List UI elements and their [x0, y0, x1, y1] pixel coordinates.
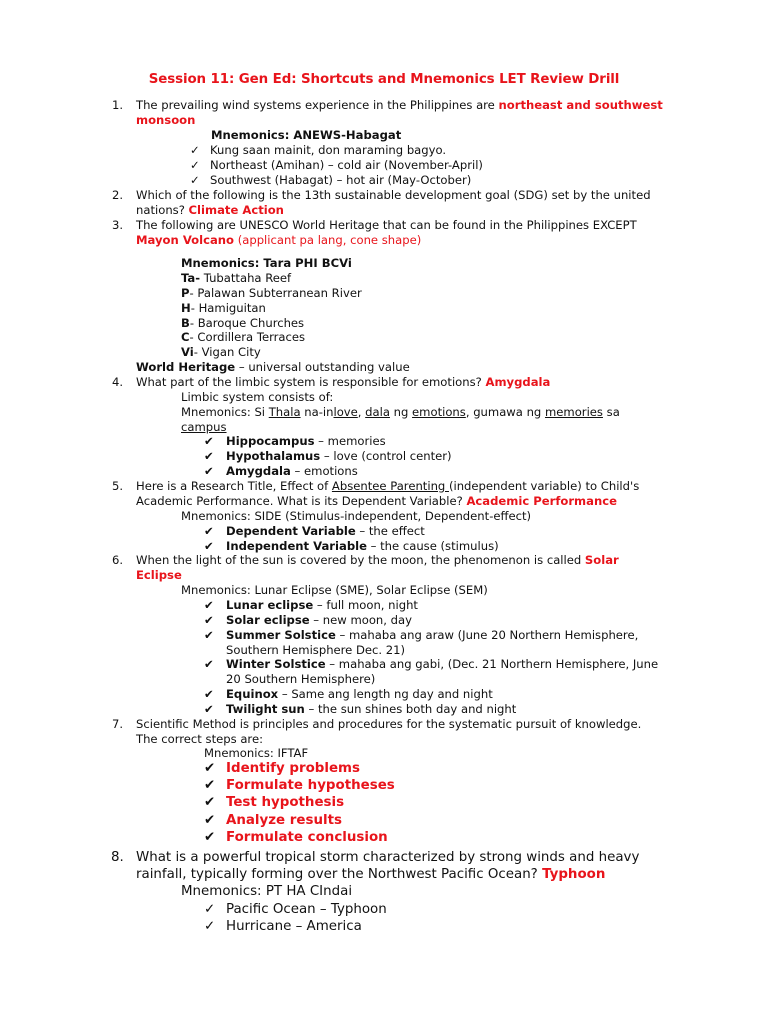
mnemonic-label: Mnemonics: PT HA CIndai: [181, 884, 353, 899]
check-item: ✓ Kung saan mainit, don maraming bagyo.: [190, 143, 447, 157]
check-item: ✓ Northeast (Amihan) – cold air (November-April): [190, 158, 483, 172]
answer: Climate Action: [188, 202, 284, 217]
question-1: [112, 98, 681, 128]
sub-text: Limbic system consists of:: [181, 390, 334, 404]
check-icon: ✔: [204, 778, 216, 793]
check-icon: ✓: [190, 173, 200, 187]
mnemonic-label: Mnemonics: Lunar Eclipse (SME), Solar Eclipse (SEM): [181, 583, 488, 597]
check-icon: ✓: [204, 919, 216, 934]
check-item: ✔ Analyze results: [204, 813, 342, 828]
question-text: The following are UNESCO World Heritage that can be found in the Philippines EXCEPT: [136, 218, 637, 232]
list-item: P- Palawan Subterranean River: [181, 286, 362, 300]
question-text: The prevailing wind systems experience in the Philippines are: [136, 98, 495, 112]
answer: Mayon Volcano: [136, 232, 235, 247]
mnemonic-label: Mnemonics: IFTAF: [204, 746, 309, 760]
question-number: 2.: [112, 188, 124, 202]
check-item: ✔ Hippocampus – memories: [204, 434, 386, 448]
check-item: ✔ Hypothalamus – love (control center): [204, 449, 452, 463]
page-title: Session 11: Gen Ed: Shortcuts and Mnemonics LET Review Drill: [148, 72, 620, 87]
list-item: Vi- Vigan City: [181, 345, 261, 359]
question-text: What part of the limbic system is responsible for emotions?: [136, 375, 482, 389]
check-icon: ✔: [204, 434, 214, 448]
mnemonic-label: Mnemonics: ANEWS-Habagat: [211, 128, 402, 142]
check-icon: ✔: [204, 539, 214, 553]
answer: Amygdala: [485, 375, 551, 389]
question-2: [112, 188, 681, 218]
question-5: 5. Here is a Research Title, Effect of Absentee Parenting (independent variable) to Child's Academic Performance. What is its Dependent Variable? Academic Performance: [112, 479, 640, 508]
check-item: ✔ Identify problems: [204, 761, 360, 776]
check-icon: ✔: [204, 464, 214, 478]
check-icon: ✔: [204, 687, 214, 701]
check-item: ✔ Equinox – Same ang length ng day and night: [204, 687, 493, 701]
check-icon: ✔: [204, 795, 216, 810]
check-item: ✔ Twilight sun – the sun shines both day and night: [204, 702, 517, 716]
check-icon: ✔: [204, 657, 214, 671]
question-text: Which of the following is the 13th sustainable development goal (SDG) set by the united: [136, 188, 651, 202]
mnemonic-line-cont: campus: [181, 420, 227, 434]
mnemonic-line: Mnemonics: Si Thala na-inlove, dala ng emotions, gumawa ng memories sa: [181, 405, 620, 419]
check-item: ✔ Independent Variable – the cause (stimulus): [204, 539, 499, 553]
check-icon: ✔: [204, 813, 216, 828]
question-number: 1.: [112, 98, 124, 112]
answer: northeast and southwest: [498, 98, 663, 112]
list-item: B- Baroque Churches: [181, 316, 305, 330]
check-icon: ✔: [204, 702, 214, 716]
check-item-cont: Southern Hemisphere Dec. 21): [226, 643, 406, 657]
definition: World Heritage – universal outstanding value: [136, 360, 410, 374]
check-item-cont: 20 Southern Hemisphere): [226, 672, 376, 686]
question-6: 6. When the light of the sun is covered by the moon, the phenomenon is called Solar Eclipse: [112, 553, 619, 582]
answer-cont: Eclipse: [136, 567, 182, 582]
answer: Typhoon: [542, 867, 606, 883]
check-icon: ✔: [204, 598, 214, 612]
mnemonic-label: Mnemonics: Tara PHI BCVi: [181, 256, 352, 270]
check-icon: ✓: [190, 158, 200, 172]
question-number: 4.: [112, 375, 124, 389]
list-item: H- Hamiguitan: [181, 301, 266, 315]
question-text-cont: nations?: [136, 202, 185, 217]
check-item: ✔ Solar eclipse – new moon, day: [204, 613, 412, 627]
question-number: 8.: [111, 850, 124, 865]
answer-cont: monsoon: [136, 112, 196, 127]
mnemonic-label: Mnemonics: SIDE (Stimulus-independent, Dependent-effect): [181, 509, 532, 523]
check-icon: ✔: [204, 761, 216, 776]
answer: Academic Performance: [466, 493, 617, 508]
question-4: [112, 375, 681, 390]
check-icon: ✔: [204, 524, 214, 538]
check-icon: ✓: [204, 902, 216, 917]
check-icon: ✔: [204, 449, 214, 463]
answer: Solar: [584, 553, 619, 567]
question-number: 6.: [112, 553, 124, 567]
check-item: ✓ Hurricane – America: [204, 919, 362, 934]
check-item: ✔ Summer Solstice – mahaba ang araw (June 20 Northern Hemisphere,: [204, 628, 639, 642]
check-item: ✔ Lunar eclipse – full moon, night: [204, 598, 418, 612]
question-7: 7. Scientific Method is principles and procedures for the systematic pursuit of knowledge. The correct steps are:: [112, 717, 642, 746]
check-item: ✓ Pacific Ocean – Typhoon: [204, 902, 387, 917]
question-8: 8. What is a powerful tropical storm characterized by strong winds and heavy rainfall, typically forming over the Northwest Pacific Ocean? Typhoon: [111, 850, 640, 883]
check-item: ✔ Winter Solstice – mahaba ang gabi, (Dec. 21 Northern Hemisphere, June: [204, 657, 659, 671]
list-item: Ta- Tubattaha Reef: [181, 271, 292, 285]
check-item: ✓ Southwest (Habagat) – hot air (May-October): [190, 173, 472, 187]
check-item: ✔ Amygdala – emotions: [204, 464, 358, 478]
check-icon: ✔: [204, 830, 216, 845]
check-item: ✔ Test hypothesis: [204, 795, 345, 810]
answer-note: (applicant pa lang, cone shape): [237, 232, 422, 247]
question-number: 5.: [112, 479, 124, 493]
question-number: 7.: [112, 717, 124, 731]
check-icon: ✓: [190, 143, 200, 157]
question-3: [112, 218, 681, 248]
check-item: ✔ Formulate conclusion: [204, 830, 388, 845]
check-item: ✔ Dependent Variable – the effect: [204, 524, 425, 538]
check-icon: ✔: [204, 613, 214, 627]
question-number: 3.: [112, 218, 124, 232]
list-item: C- Cordillera Terraces: [181, 330, 306, 344]
check-icon: ✔: [204, 628, 214, 642]
check-item: ✔ Formulate hypotheses: [204, 778, 395, 793]
